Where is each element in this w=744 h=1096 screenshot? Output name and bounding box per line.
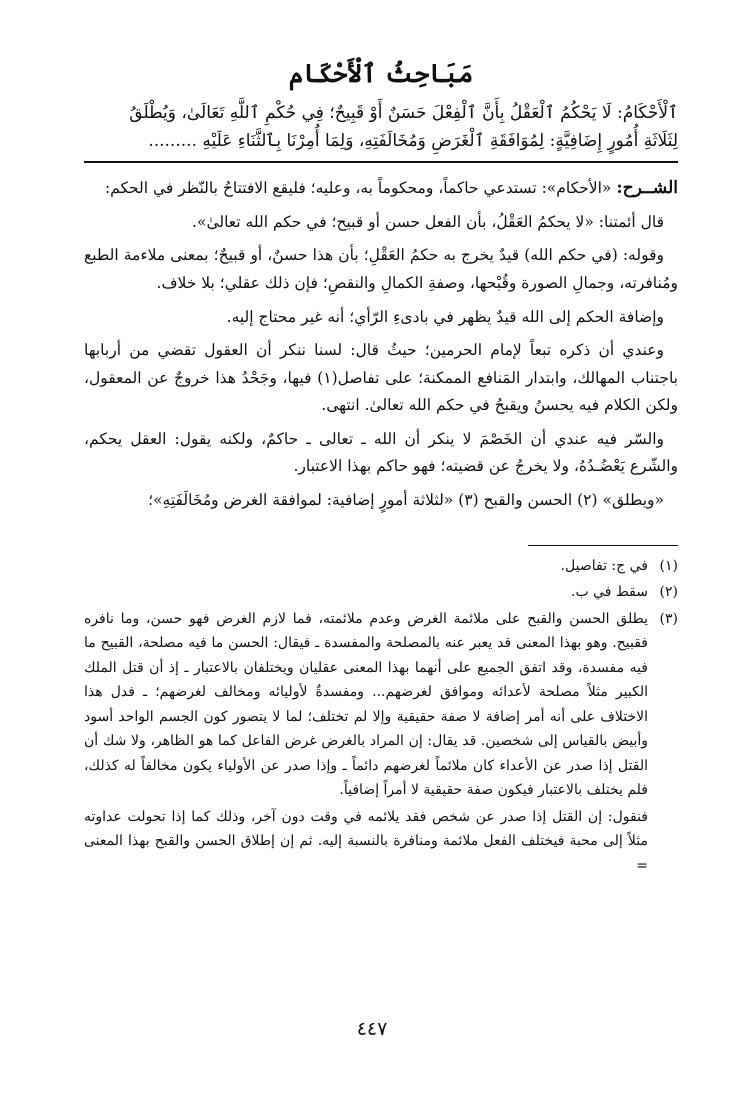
sharh-label: الشــرح: <box>616 177 678 198</box>
page-content <box>84 58 678 880</box>
chapter-title: مَبَاحِثُ ٱلْأَحْكَام <box>288 59 474 88</box>
footnote-item <box>84 554 678 579</box>
footnote-item <box>84 580 678 605</box>
sharh-paragraph-2: قال أئمتنا: «لا يحكمُ العَقْلُ، بأن الفعل حسن أو قبيح؛ في حكم الله تعالىٰ». <box>192 212 664 231</box>
footnote-number: (٢) <box>659 584 678 601</box>
sharh-text <box>84 173 678 515</box>
sharh-paragraph-4: وإضافة الحكم إلى الله قيدٌ يظهر في بادىءِ الرّأي؛ أنه غير محتاج إليه. <box>226 307 664 326</box>
footnote-text: فنقول: إن القتل إذا صدر عن شخص فقد يلائمه في وقت دون آخر، وذلك كما إذا تحولت عداوته مثلاً إلى محبة فيختلف الفعل ملائمة ومنافرة بالنسبة إليه. ثم إن إطلاق الحسن والقبح بهذا المعنى = <box>84 808 648 874</box>
footnote-text: سقط في ب. <box>571 584 648 601</box>
footnotes <box>84 554 678 879</box>
sharh-paragraph-3: وقوله: (في حكم الله) قيدٌ يخرج به حكمُ العَقْلِ؛ بأن هذا حسنٌ، أو قبيحٌ؛ بمعنى ملاءمة الطبع ومُنافرته، وجمالِ الصورة وقُبْحها، وصفةِ الكمالِ والنقصِ؛ فإن ذلك عقلي؛ بلا خلاف. <box>84 246 678 292</box>
matn-divider <box>84 161 678 163</box>
footnote-number: (٣) <box>659 610 678 627</box>
sharh-p1-text: «الأحكام»: تستدعي حاكماً، ومحكوماً به، وعليه؛ فليقع الافتتاحُ بالنّظر في الحكم: <box>104 178 612 197</box>
footnote-continuation <box>84 805 678 879</box>
sharh-paragraph-6: والسّر فيه عندي أن الخَصْمَ لا ينكر أن الله ـ تعالى ـ حاكمٌ، ولكنه يقول: العقل يحكم، والشّرع يَعْضُـدُهُ، ولا يخرجُ عن قضيته؛ فهو حاكم بهذا الاعتبار. <box>84 429 678 476</box>
footnote-item <box>84 607 678 803</box>
sharh-paragraph-7: «ويطلق» (٢) الحسن والقبح (٣) «لثلاثة أمورٍ إضافية: لموافقة الغرض ومُخَالَفَتِهِ»؛ <box>148 491 664 510</box>
sharh-paragraph-1 <box>84 173 678 203</box>
footnote-text: في ج: تفاصيل. <box>560 557 648 574</box>
matn-line-2 <box>84 127 678 155</box>
footnote-divider <box>528 545 678 546</box>
footnote-text: يطلق الحسن والقبح على ملائمة الغرض وعدم ملائمته، فما لازم الغرض فهو حسن، وما نافره فقبيح. وهو بهذا المعنى قد يعبر عنه بالمصلحة والمفسدة ـ فيقال: الحسن ما فيه مصلحة، القبيح ما فيه مفسدة، وقد اتفق الجميع على أنهما بهذا المعنى عقليان ويختلفان بالاعتبار ـ إذ أن قتل الملك الكبير مثلاً مصلحة لأعدائه وموافق لغرضهم... ومفسدةٌ لأوليائه ومخالف لغرضهم؛ ـ فدل هذا الاختلاف على أنه أمر إضافة لا صفة حقيقية وإلا لم تختلف؛ لما لا يتصور كون الجسم الواحد أسود وأبيض بالقياس إلى شخصين. قد يقال: إن المراد بالغرض غرض الفاعل كما هو الظاهر، ولا شك أن القتل إذا صدر عن الأعداء كان ملائماً لغرضهم دائماً ـ وإذا صدر عن الأولياء يكون مخالفاً له كذلك، فلم يختلف بالاعتبار فيكون صفة حقيقية لا أمراً إضافياً. <box>84 610 649 799</box>
sharh-paragraph-5: وعندي أن ذكره تبعاً لإمام الحرمين؛ حيثُ قال: لسنا ننكر أن العقول تقضي من أربابها باجتناب المهالك، وابتدار المَنافع الممكنة؛ على تفاصل(١) فيها، وجَحْدُ هذا خروجٌ عن المعقول، ولكن الكلام فيه يحسنُ ويقبحُ في حكم الله تعالىٰ. انتهى. <box>84 341 678 415</box>
page-number: ٤٤٧ <box>356 1018 388 1040</box>
matn-line-1: ٱلْأَحْكَامُ: لَا يَحْكُمُ ٱلْعَقْلُ بِأَنَّ ٱلْفِعْلَ حَسَنٌ أَوْ قَبِيحٌ؛ فِي حُكْمِ ٱللَّهِ تَعَالَىٰ، وَيُطْلَقُ <box>129 102 678 123</box>
matn-line-2-text: لِثَلَاثَةِ أُمُورٍ إِضَافِيَّةٍ: لِمُوَافَقَةِ ٱلْغَرَضِ وَمُخَالَفَتِهِ، وَلِمَا أُمِرْنَا بِٱلثَّنَاءِ عَلَيْهِ <box>202 130 678 151</box>
footnote-number: (١) <box>659 557 678 574</box>
footnote-number <box>648 805 678 879</box>
matn-text <box>84 99 678 155</box>
matn-dots: ......... <box>148 130 197 151</box>
